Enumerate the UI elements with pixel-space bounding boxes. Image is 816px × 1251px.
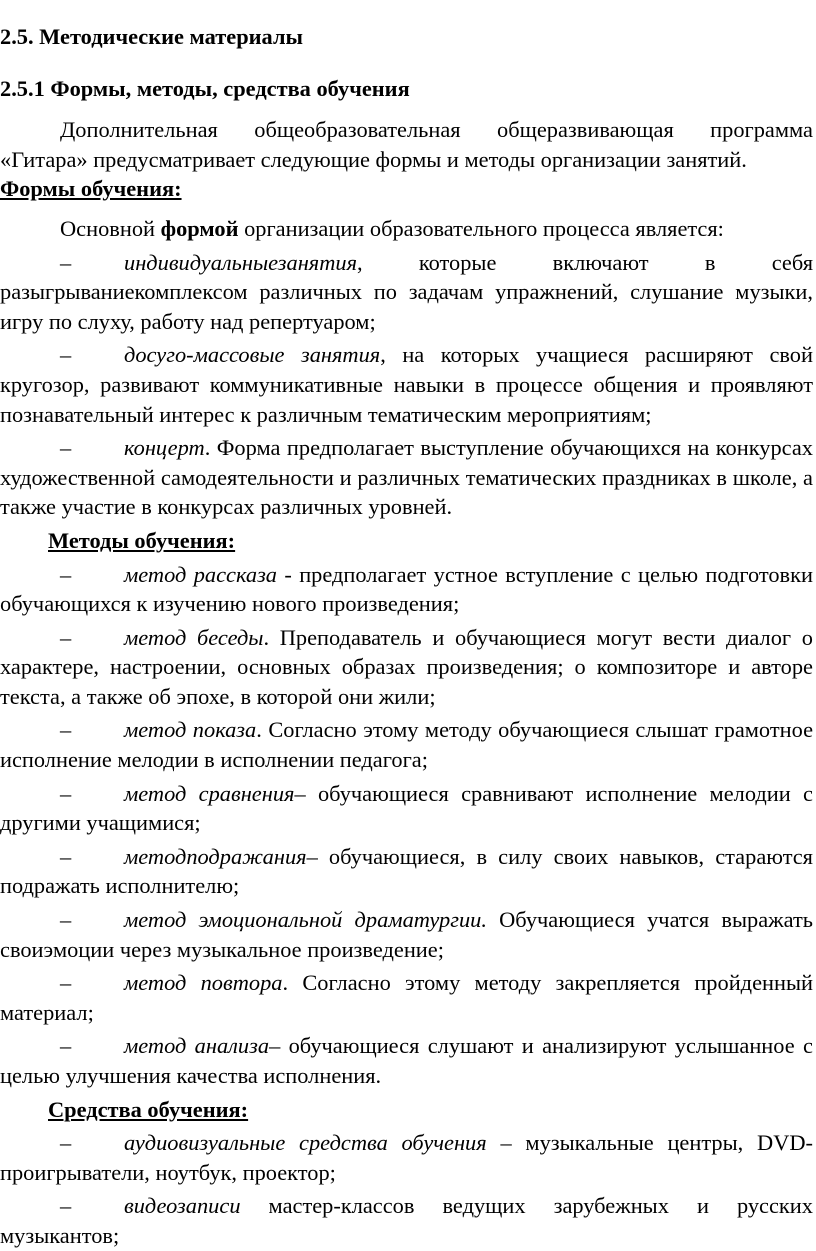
dash-bullet-icon: – [60, 1193, 72, 1219]
subsection-heading: 2.5.1 Формы, методы, средства обучения [0, 75, 410, 101]
item-text: , которые включают в себя разыгрываниекомплексом различных по задачам упражнений, слушание музыки, игру по слуху, работу над репертуаром; [0, 249, 813, 334]
list-item [0, 968, 813, 1027]
list-item [0, 623, 813, 712]
item-text: , на которых учащиеся расширяют свой кругозор, развивают коммуникативные навыки в процессе общения и проявляют познавательный интерес к различным тематическим мероприятиям; [0, 342, 813, 427]
list-item [0, 779, 813, 838]
item-term: метод рассказа [124, 561, 278, 587]
means-heading: Средства обучения: [48, 1096, 249, 1122]
item-text: – обучающиеся слушают и анализируют услышанное с целью улучшения качества исполнения. [0, 1033, 813, 1088]
item-text: – обучающиеся, в силу своих навыков, стараются подражать исполнителю; [0, 843, 813, 899]
section-heading: 2.5. Методические материалы [0, 24, 303, 49]
item-term: индивидуальныезанятия [124, 249, 357, 275]
dash-bullet-icon: – [60, 561, 72, 587]
list-item [0, 1128, 813, 1187]
item-term: аудиовизуальные средства обучения [124, 1130, 487, 1156]
item-text: – музыкальные центры, DVD-проигрыватели, ноутбук, проектор; [0, 1130, 813, 1185]
item-term: метод эмоциональной драматургии. [124, 907, 487, 933]
list-item [0, 340, 813, 429]
dash-bullet-icon: – [60, 907, 72, 933]
item-term: видеозаписи [124, 1193, 241, 1219]
item-term: метод анализа [124, 1033, 270, 1059]
list-item [0, 715, 813, 774]
forms-heading: Формы обучения: [0, 176, 182, 202]
item-term: метод повтора [124, 970, 283, 996]
item-text: – обучающиеся сравнивают исполнение мелодии с другими учащимися; [0, 780, 813, 836]
methods-list [0, 560, 813, 1091]
item-term: методподражания [124, 843, 307, 869]
item-text: . Согласно этому методу закрепляется пройденный материал; [0, 970, 813, 1025]
item-term: досуго-массовые занятия [124, 342, 381, 368]
forms-lead: Основной формой организации образовательного процесса является: [60, 215, 724, 241]
item-text: Обучающиеся учатся выражать своиэмоции через музыкальное произведение; [0, 907, 813, 962]
item-term: метод сравнения [124, 780, 295, 806]
dash-bullet-icon: – [60, 342, 72, 368]
item-term: метод показа [124, 717, 257, 743]
item-term: концерт [124, 435, 205, 461]
dash-bullet-icon: – [60, 717, 72, 743]
means-list [0, 1128, 813, 1250]
dash-bullet-icon: – [60, 843, 72, 869]
forms-list [0, 248, 813, 522]
item-text: . Преподаватель и обучающиеся могут вести диалог о характере, настроении, основных образах произведения; о композиторе и авторе текста, а также об эпохе, в которой они жили; [0, 624, 813, 709]
dash-bullet-icon: – [60, 970, 72, 996]
item-text: - предполагает устное вступление с целью подготовки обучающихся к изучению нового произведения; [0, 561, 813, 617]
item-text: . Форма предполагает выступление обучающихся на конкурсах художественной самодеятельности и различных тематических праздниках в школе, а также участие в конкурсах различных уровней. [0, 435, 813, 520]
list-item [0, 560, 813, 619]
dash-bullet-icon: – [60, 780, 72, 806]
list-item [0, 842, 813, 901]
list-item [0, 1191, 813, 1250]
intro-paragraph: Дополнительная общеобразовательная общеразвивающая программа «Гитара» предусматривает следующие формы и методы организации занятий. [0, 117, 813, 172]
item-text: . Согласно этому методу обучающиеся слышат грамотное исполнение мелодии в исполнении педагога; [0, 717, 814, 773]
list-item [0, 248, 813, 337]
item-term: метод беседы [124, 624, 264, 650]
dash-bullet-icon: – [60, 1033, 72, 1059]
dash-bullet-icon: – [60, 624, 72, 650]
methods-heading: Методы обучения: [48, 527, 236, 553]
list-item [0, 433, 813, 522]
list-item [0, 1031, 813, 1090]
dash-bullet-icon: – [60, 249, 72, 275]
item-text: мастер-классов ведущих зарубежных и русских музыкантов; [0, 1193, 813, 1248]
dash-bullet-icon: – [60, 435, 72, 461]
dash-bullet-icon: – [60, 1130, 72, 1156]
list-item [0, 905, 813, 964]
